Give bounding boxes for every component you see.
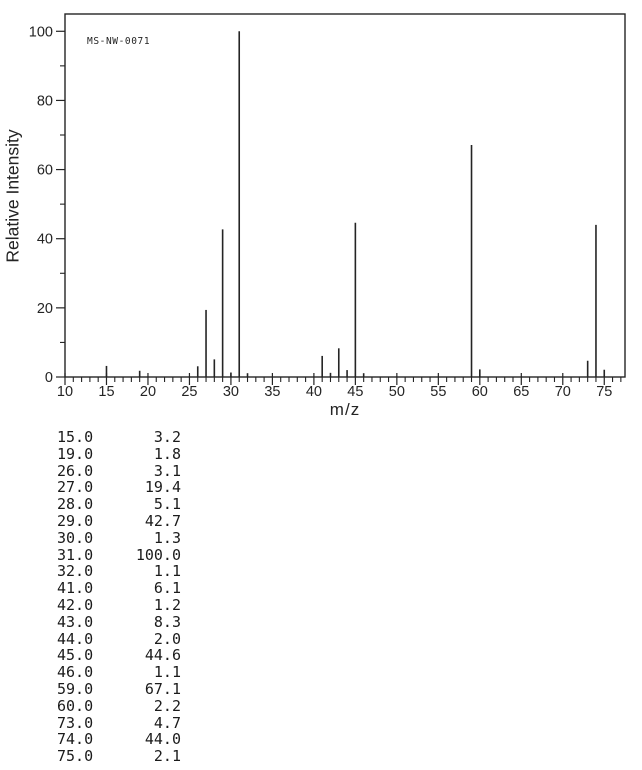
table-row [57,580,181,597]
intensity-value: 2.2 [153,696,181,715]
mz-value: 46.0 [57,663,94,682]
intensity-value: 8.3 [153,612,181,631]
y-tick-label: 80 [36,93,53,110]
mz-value: 29.0 [57,511,94,530]
intensity-value: 42.7 [144,511,181,530]
table-row [57,597,181,614]
intensity-value: 44.6 [144,646,181,665]
mz-value: 31.0 [57,545,94,564]
table-row [57,547,181,564]
table-row [57,429,181,446]
y-axis-title: Relative Intensity [2,129,23,263]
x-tick-label: 10 [56,384,74,400]
table-row [57,479,181,496]
mz-value: 30.0 [57,528,94,547]
table-row [57,463,181,480]
x-tick-label: 20 [139,384,157,400]
table-row [57,698,181,715]
intensity-value: 1.8 [153,444,181,463]
table-row [57,513,181,530]
table-row [57,664,181,681]
x-tick-label: 40 [305,384,322,400]
intensity-value: 3.1 [153,461,181,480]
table-row [57,530,181,547]
x-tick-label: 70 [554,384,571,400]
intensity-value: 2.1 [153,747,181,766]
x-tick-label: 45 [347,384,364,400]
x-tick-label: 25 [181,384,198,400]
table-row [57,748,181,765]
table-row [57,496,181,513]
intensity-value: 1.2 [153,595,181,614]
mz-value: 73.0 [57,713,94,732]
intensity-value: 44.0 [144,730,181,749]
mz-value: 32.0 [57,562,94,581]
y-tick-label: 20 [36,300,53,317]
mz-value: 15.0 [57,428,94,446]
table-row [57,631,181,648]
mz-value: 41.0 [57,579,94,598]
plot-border [65,14,625,377]
intensity-value: 1.3 [153,528,181,547]
intensity-value: 6.1 [153,579,181,598]
intensity-value: 3.2 [153,428,181,446]
x-tick-label: 75 [596,384,613,400]
mz-value: 45.0 [57,646,94,665]
y-tick-label: 60 [36,162,53,179]
spectrum-id-label: MS-NW-0071 [87,36,151,47]
mz-value: 59.0 [57,679,94,698]
peak-table [57,429,181,765]
mz-value: 42.0 [57,595,94,614]
intensity-value: 19.4 [144,478,181,497]
intensity-value: 1.1 [153,663,181,682]
intensity-value: 100.0 [135,545,181,564]
x-tick-label: 60 [471,384,488,400]
table-row [57,681,181,698]
table-row [57,446,181,463]
intensity-value: 67.1 [144,679,181,698]
mz-value: 44.0 [57,629,94,648]
y-tick-label: 40 [36,231,53,248]
mz-value: 26.0 [57,461,94,480]
mz-value: 74.0 [57,730,94,749]
intensity-value: 5.1 [153,495,181,514]
x-tick-label: 30 [222,384,239,400]
y-tick-label: 0 [44,370,53,386]
table-row [57,715,181,732]
mz-value: 43.0 [57,612,94,631]
x-tick-label: 65 [513,384,530,400]
mz-value: 19.0 [57,444,94,463]
x-tick-label: 15 [98,384,115,400]
intensity-value: 1.1 [153,562,181,581]
x-tick-label: 55 [430,384,447,400]
mz-value: 75.0 [57,747,94,766]
y-tick-label: 100 [28,24,53,41]
table-row [57,647,181,664]
table-row [57,731,181,748]
x-tick-label: 50 [388,384,405,400]
x-axis-title: m/z [329,400,361,419]
intensity-value: 2.0 [153,629,181,648]
mz-value: 28.0 [57,495,94,514]
x-tick-label: 35 [264,384,281,400]
table-row [57,563,181,580]
mz-value: 27.0 [57,478,94,497]
mz-value: 60.0 [57,696,94,715]
table-row [57,614,181,631]
intensity-value: 4.7 [153,713,181,732]
